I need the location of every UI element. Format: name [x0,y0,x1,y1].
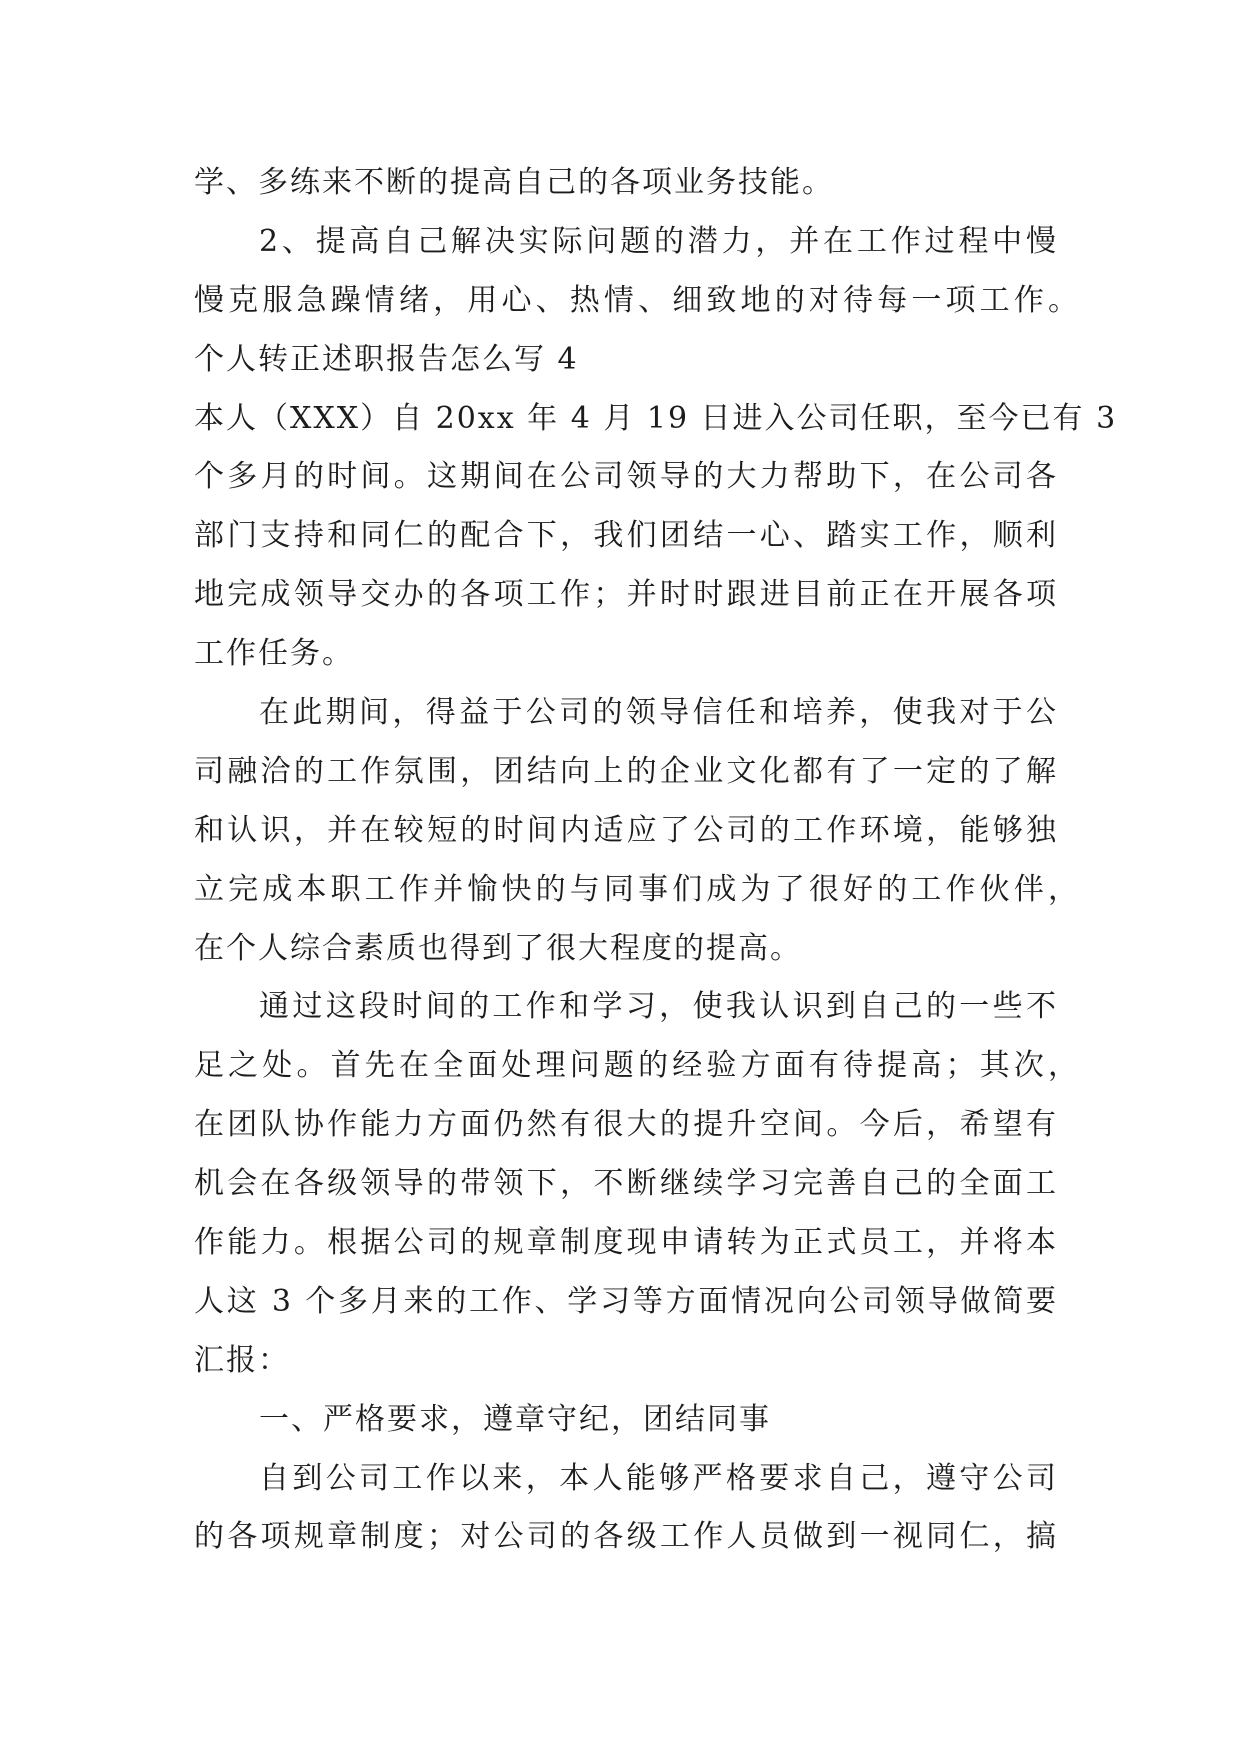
paragraph-first-line: 通过这段时间的工作和学习，使我认识到自己的一些不 [259,989,1058,1025]
text-line: 和认识，并在较短的时间内适应了公司的工作环境，能够独 [194,812,1058,848]
document-body [194,154,1118,1567]
text-line: 学、多练来不断的提高自己的各项业务技能。 [194,165,834,200]
text-line: 个多月的时间。这期间在公司领导的大力帮助下，在公司各 [194,459,1058,495]
text-line: 司融洽的工作氛围，团结向上的企业文化都有了一定的了解 [194,753,1058,789]
section-heading: 个人转正述职报告怎么写 4 [194,341,579,377]
subsection-heading: 一、严格要求，遵章守纪，团结同事 [259,1401,771,1437]
text-line: 在团队协作能力方面仍然有很大的提升空间。今后，希望有 [194,1107,1058,1143]
text-line: 地完成领导交办的各项工作；并时时跟进目前正在开展各项 [194,577,1058,613]
text-line: 在个人综合素质也得到了很大程度的提高。 [194,930,802,966]
paragraph-first-line: 2、提高自己解决实际问题的潜力，并在工作过程中慢 [259,223,1058,259]
text-line: 足之处。首先在全面处理问题的经验方面有待提高；其次， [194,1048,1080,1084]
paragraph-first-line: 在此期间，得益于公司的领导信任和培养，使我对于公 [259,695,1058,731]
text-line: 部门支持和同仁的配合下，我们团结一心、踏实工作，顺利 [194,518,1058,554]
text-line: 本人（XXX）自 20xx 年 4 月 19 日进入公司任职，至今已有 3 [194,400,1118,436]
text-line: 机会在各级领导的带领下，不断继续学习完善自己的全面工 [194,1166,1058,1202]
text-line: 汇报： [194,1342,290,1378]
text-line: 作能力。根据公司的规章制度现申请转为正式员工，并将本 [194,1225,1058,1261]
text-line: 工作任务。 [194,636,354,672]
text-line: 的各项规章制度；对公司的各级工作人员做到一视同仁，搞 [194,1519,1058,1555]
text-line: 立完成本职工作并愉快的与同事们成为了很好的工作伙伴， [194,871,1080,907]
text-line: 慢克服急躁情绪，用心、热情、细致地的对待每一项工作。 [194,282,1080,318]
paragraph-first-line: 自到公司工作以来，本人能够严格要求自己，遵守公司 [259,1460,1058,1496]
text-line: 人这 3 个多月来的工作、学习等方面情况向公司领导做简要 [194,1283,1058,1319]
